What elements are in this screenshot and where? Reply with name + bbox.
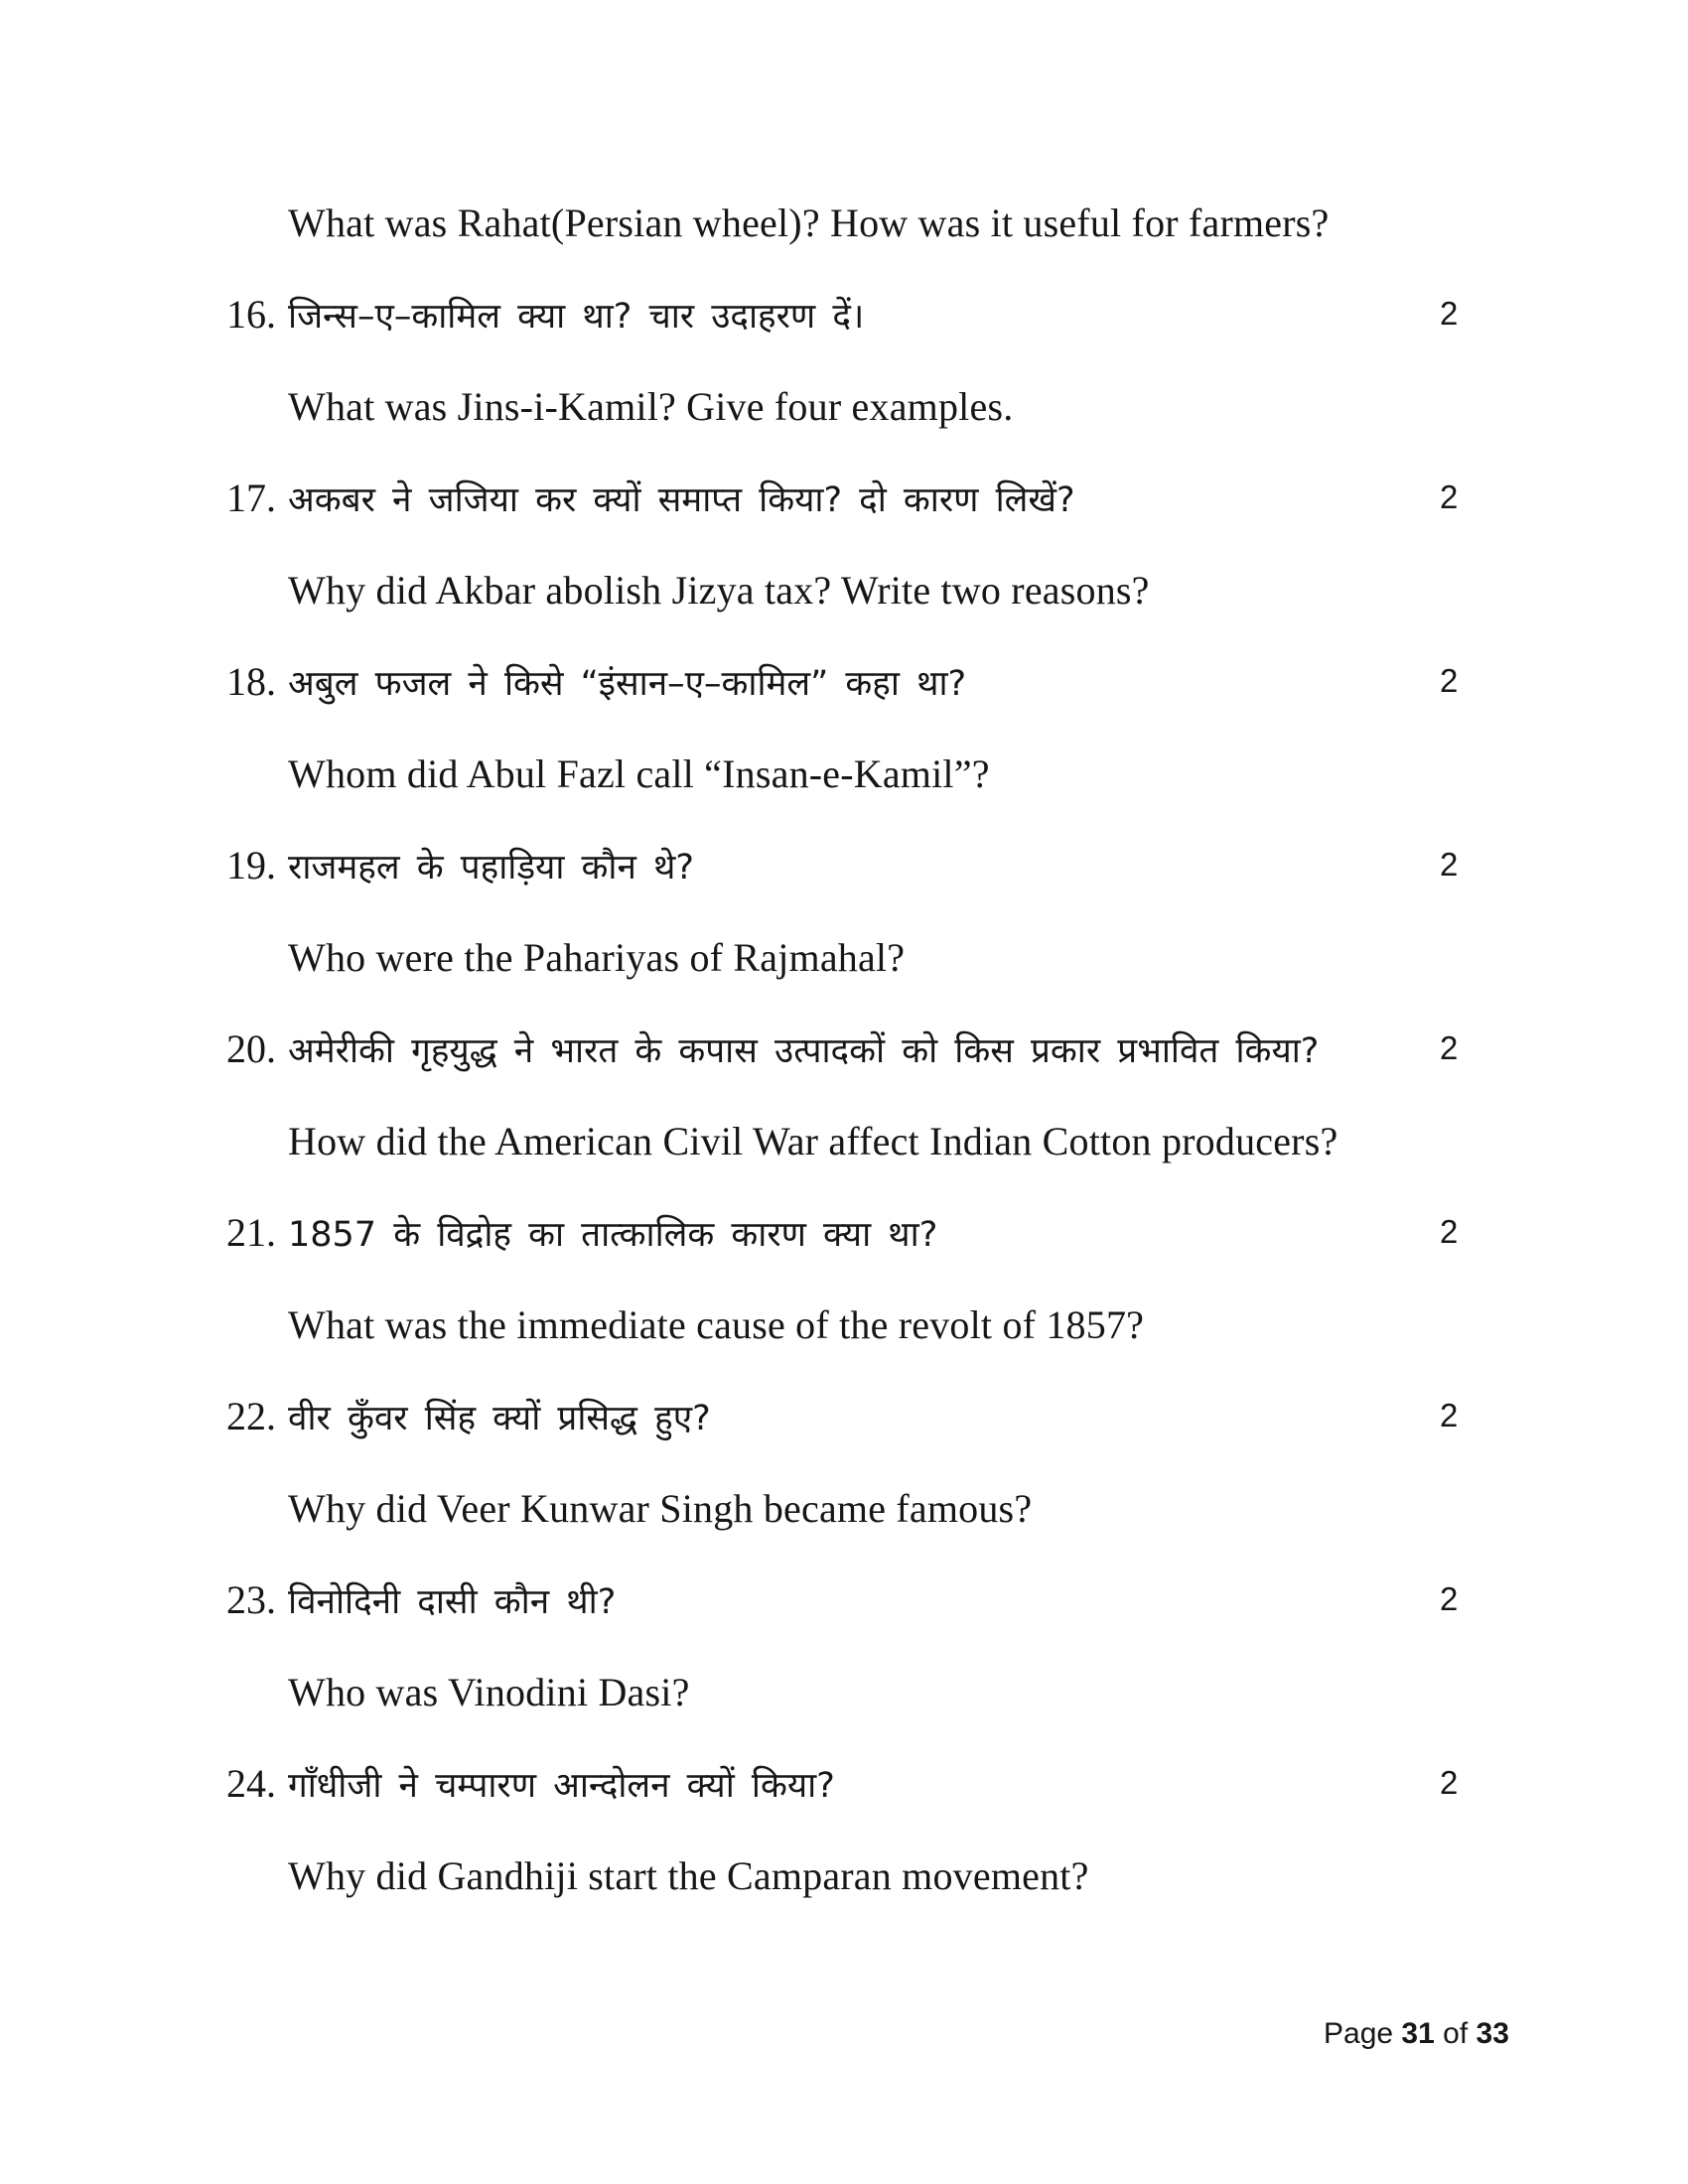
question-22-hindi-row bbox=[0, 1393, 1688, 1456]
question-19-number: 19. bbox=[226, 843, 276, 887]
footer-total-pages: 33 bbox=[1476, 2017, 1509, 2050]
question-16-english-text: What was Jins-i-Kamil? Give four examples. bbox=[288, 384, 1014, 429]
question-18-english-row bbox=[0, 751, 1688, 814]
question-19-english-row bbox=[0, 934, 1688, 998]
question-16-english-row bbox=[0, 383, 1688, 447]
question-15-english-text: What was Rahat(Persian wheel)? How was it useful for farmers? bbox=[288, 201, 1330, 245]
question-23-hindi-row bbox=[0, 1576, 1688, 1640]
question-18-english-text: Whom did Abul Fazl call “Insan-e-Kamil”? bbox=[288, 751, 990, 796]
footer-current-page: 31 bbox=[1401, 2017, 1435, 2050]
question-24-english-text: Why did Gandhiji start the Camparan movement? bbox=[288, 1853, 1089, 1898]
question-23-english-text: Who was Vinodini Dasi? bbox=[288, 1670, 690, 1714]
question-18-marks: 2 bbox=[1440, 662, 1459, 699]
question-20-number: 20. bbox=[226, 1026, 276, 1071]
footer-page-label: Page bbox=[1324, 2017, 1394, 2050]
question-19-english-text: Who were the Pahariyas of Rajmahal? bbox=[288, 935, 906, 980]
question-19-hindi-text: राजमहल के पहाड़िया कौन थे? bbox=[288, 848, 694, 887]
question-15-english-row bbox=[0, 200, 1688, 263]
question-23-english-row bbox=[0, 1669, 1688, 1732]
question-21-hindi-row bbox=[0, 1209, 1688, 1273]
question-16-marks: 2 bbox=[1440, 295, 1459, 332]
question-23-marks: 2 bbox=[1440, 1580, 1459, 1617]
question-24-hindi-row bbox=[0, 1760, 1688, 1824]
footer-space-3 bbox=[1468, 2017, 1476, 2050]
question-16-hindi-text: जिन्स–ए–कामिल क्या था? चार उदाहरण दें। bbox=[288, 297, 865, 337]
question-20-english-row bbox=[0, 1118, 1688, 1181]
question-22-hindi-text: वीर कुँवर सिंह क्यों प्रसिद्ध हुए? bbox=[288, 1399, 711, 1438]
question-21-english-row bbox=[0, 1301, 1688, 1365]
page-footer bbox=[1324, 2017, 1509, 2051]
question-22-english-row bbox=[0, 1485, 1688, 1549]
question-22-number: 22. bbox=[226, 1394, 276, 1438]
question-20-english-text: How did the American Civil War affect Indian Cotton producers? bbox=[288, 1119, 1338, 1163]
question-20-marks: 2 bbox=[1440, 1029, 1459, 1066]
question-16-number: 16. bbox=[226, 292, 276, 337]
question-17-marks: 2 bbox=[1440, 478, 1459, 515]
question-24-hindi-text: गाँधीजी ने चम्पारण आन्दोलन क्यों किया? bbox=[288, 1766, 835, 1806]
question-24-english-row bbox=[0, 1852, 1688, 1916]
question-18-hindi-row bbox=[0, 658, 1688, 722]
question-16-hindi-row bbox=[0, 291, 1688, 354]
question-24-marks: 2 bbox=[1440, 1764, 1459, 1801]
question-17-hindi-text: अकबर ने जजिया कर क्यों समाप्त किया? दो कारण लिखें? bbox=[288, 480, 1075, 520]
question-21-number: 21. bbox=[226, 1210, 276, 1255]
question-18-number: 18. bbox=[226, 659, 276, 704]
question-17-english-text: Why did Akbar abolish Jizya tax? Write two reasons? bbox=[288, 568, 1150, 613]
question-19-marks: 2 bbox=[1440, 846, 1459, 883]
question-21-hindi-text: 1857 के विद्रोह का तात्कालिक कारण क्या था? bbox=[288, 1215, 938, 1255]
footer-space-2 bbox=[1435, 2017, 1443, 2050]
question-17-number: 17. bbox=[226, 476, 276, 520]
question-21-english-text: What was the immediate cause of the revolt of 1857? bbox=[288, 1302, 1145, 1347]
question-17-english-row bbox=[0, 567, 1688, 630]
question-20-hindi-text: अमेरीकी गृहयुद्ध ने भारत के कपास उत्पादकों को किस प्रकार प्रभावित किया? bbox=[288, 1031, 1320, 1071]
question-21-marks: 2 bbox=[1440, 1213, 1459, 1250]
question-22-marks: 2 bbox=[1440, 1397, 1459, 1433]
question-24-number: 24. bbox=[226, 1761, 276, 1806]
question-20-hindi-row bbox=[0, 1025, 1688, 1089]
question-17-hindi-row bbox=[0, 475, 1688, 538]
footer-of-label: of bbox=[1443, 2017, 1469, 2050]
question-23-number: 23. bbox=[226, 1577, 276, 1622]
question-23-hindi-text: विनोदिनी दासी कौन थी? bbox=[288, 1582, 617, 1622]
question-19-hindi-row bbox=[0, 842, 1688, 905]
question-22-english-text: Why did Veer Kunwar Singh became famous? bbox=[288, 1486, 1033, 1531]
question-18-hindi-text: अबुल फजल ने किसे “इंसान–ए–कामिल” कहा था? bbox=[288, 664, 967, 704]
